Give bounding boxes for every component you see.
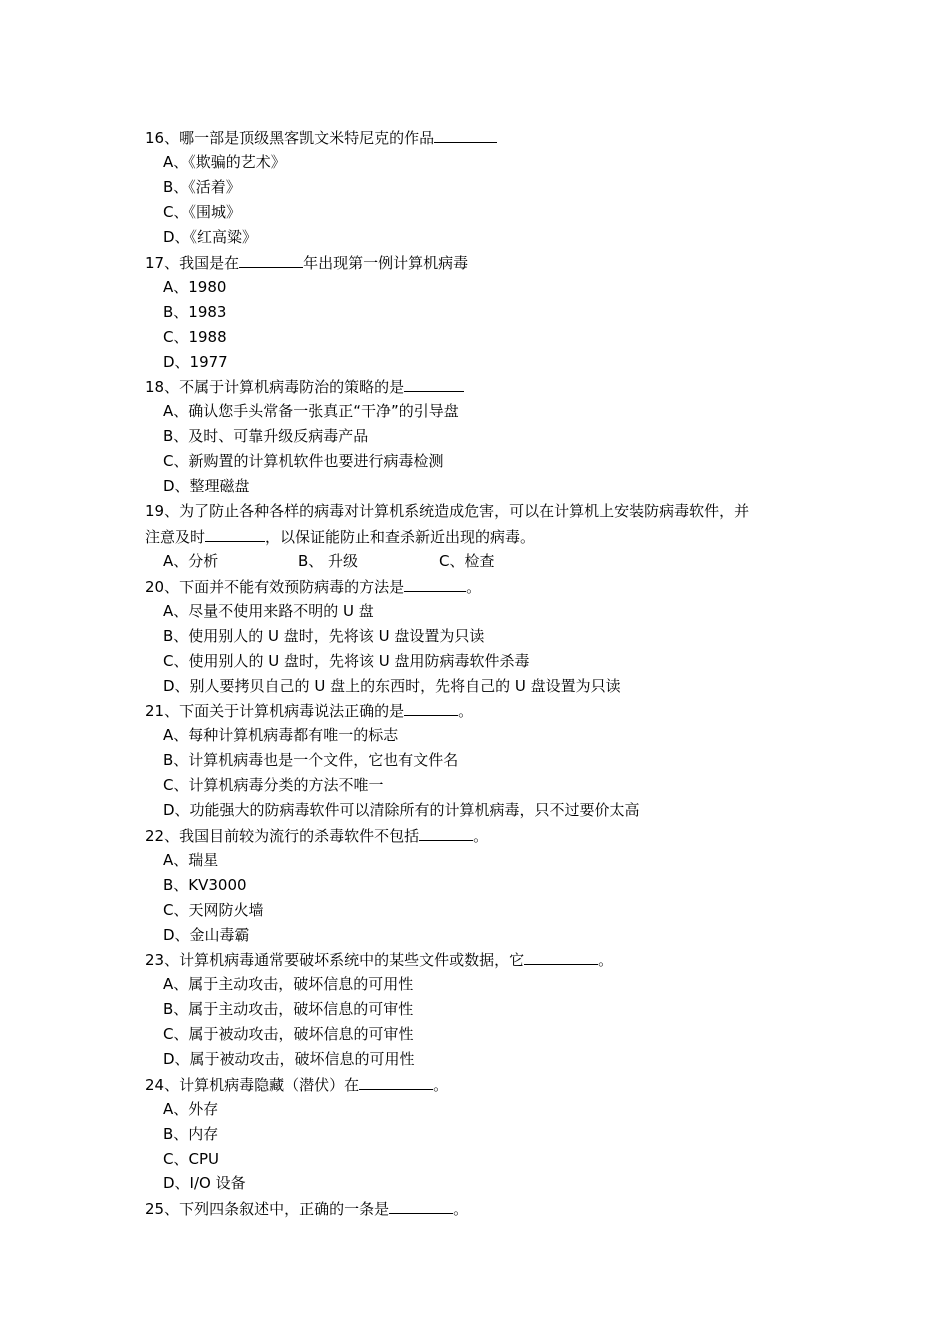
- question-24-text-after: 。: [433, 1076, 449, 1094]
- question-24-option-c: C、CPU: [163, 1150, 219, 1168]
- question-22-option-a: A、瑞星: [163, 851, 219, 869]
- question-17-option-a: A、1980: [163, 278, 227, 296]
- question-16-option-a: A、《欺骗的艺术》: [163, 153, 286, 171]
- answer-blank: [404, 376, 464, 392]
- question-25-stem: [145, 1198, 815, 1218]
- question-18-option-c: C、新购置的计算机软件也要进行病毒检测: [163, 452, 444, 470]
- question-16-stem: [145, 127, 815, 147]
- answer-blank: [359, 1074, 433, 1090]
- question-18-option-b: B、及时、可靠升级反病毒产品: [163, 427, 369, 445]
- question-23-option-b: B、属于主动攻击，破坏信息的可审性: [163, 1000, 414, 1018]
- question-17-option-d: D、1977: [163, 353, 228, 371]
- question-23-option-c: C、属于被动攻击，破坏信息的可审性: [163, 1025, 414, 1043]
- answer-blank: [419, 825, 473, 841]
- question-21-option-c: C、计算机病毒分类的方法不唯一: [163, 776, 384, 794]
- question-21-option-d: D、功能强大的防病毒软件可以清除所有的计算机病毒，只不过要价太高: [163, 801, 640, 819]
- question-16-option-d: D、《红高粱》: [163, 228, 258, 246]
- question-21-option-a: A、每种计算机病毒都有唯一的标志: [163, 726, 399, 744]
- question-23-text-after: 。: [598, 951, 614, 969]
- question-20-option-b: B、使用别人的 U 盘时，先将该 U 盘设置为只读: [163, 627, 485, 645]
- question-20-option-a: A、尽量不使用来路不明的 U 盘: [163, 602, 374, 620]
- question-24-option-a: A、外存: [163, 1100, 219, 1118]
- answer-blank: [524, 949, 598, 965]
- question-21-text-after: 。: [458, 702, 474, 720]
- question-22-option-c: C、天网防火墙: [163, 901, 264, 919]
- question-17-option-c: C、1988: [163, 328, 227, 346]
- question-20-text: 20、下面并不能有效预防病毒的方法是: [145, 578, 405, 596]
- question-19-text-after: ，以保证能防止和查杀新近出现的病毒。: [265, 528, 536, 546]
- question-22-option-d: D、金山毒霸: [163, 926, 250, 944]
- question-22-option-b: B、KV3000: [163, 876, 247, 894]
- question-18-text: 18、不属于计算机病毒防治的策略的是: [145, 378, 405, 396]
- question-16-option-c: C、《围城》: [163, 203, 241, 221]
- question-17-text: 17、我国是在: [145, 254, 240, 272]
- question-24-option-b: B、内存: [163, 1125, 219, 1143]
- question-19-option-b: B、 升级: [298, 552, 359, 570]
- question-19-stem-line-1: 19、为了防止各种各样的病毒对计算机系统造成危害，可以在计算机上安装防病毒软件，并: [145, 502, 750, 520]
- question-22-text: 22、我国目前较为流行的杀毒软件不包括: [145, 827, 420, 845]
- question-23-option-d: D、属于被动攻击，破坏信息的可用性: [163, 1050, 415, 1068]
- answer-blank: [434, 127, 497, 143]
- question-23-stem: [145, 949, 815, 969]
- question-18-stem: [145, 376, 815, 396]
- question-24-text: 24、计算机病毒隐藏（潜伏）在: [145, 1076, 360, 1094]
- question-20-option-d: D、别人要拷贝自己的 U 盘上的东西时，先将自己的 U 盘设置为只读: [163, 677, 621, 695]
- question-19-options-row: [163, 551, 833, 571]
- question-16-text: 16、哪一部是顶级黑客凯文米特尼克的作品: [145, 129, 435, 147]
- question-20-option-c: C、使用别人的 U 盘时，先将该 U 盘用防病毒软件杀毒: [163, 652, 530, 670]
- question-17-text-after: 年出现第一例计算机病毒: [303, 254, 469, 272]
- question-23-option-a: A、属于主动攻击，破坏信息的可用性: [163, 975, 414, 993]
- question-24-stem: [145, 1074, 815, 1094]
- question-19-option-a: A、分析: [163, 552, 219, 570]
- question-16-option-b: B、《活着》: [163, 178, 241, 196]
- question-20-stem: [145, 576, 815, 596]
- question-18-option-d: D、整理磁盘: [163, 477, 250, 495]
- answer-blank: [389, 1198, 453, 1214]
- question-21-text: 21、下面关于计算机病毒说法正确的是: [145, 702, 405, 720]
- question-21-stem: [145, 700, 815, 720]
- question-25-text-after: 。: [453, 1200, 469, 1218]
- question-24-option-d: D、I/O 设备: [163, 1174, 246, 1192]
- question-23-text: 23、计算机病毒通常要破坏系统中的某些文件或数据，它: [145, 951, 525, 969]
- answer-blank: [205, 526, 265, 542]
- question-19-stem-line-2: [145, 526, 815, 546]
- question-22-text-after: 。: [473, 827, 489, 845]
- answer-blank: [404, 576, 466, 592]
- question-20-text-after: 。: [466, 578, 482, 596]
- question-17-option-b: B、1983: [163, 303, 227, 321]
- question-19-option-c: C、检查: [439, 552, 495, 570]
- question-22-stem: [145, 825, 815, 845]
- question-18-option-a: A、确认您手头常备一张真正“干净”的引导盘: [163, 402, 459, 420]
- answer-blank: [404, 700, 458, 716]
- question-19-text: 注意及时: [145, 528, 206, 546]
- question-17-stem: [145, 252, 815, 272]
- answer-blank: [239, 252, 303, 268]
- question-25-text: 25、下列四条叙述中，正确的一条是: [145, 1200, 390, 1218]
- question-21-option-b: B、计算机病毒也是一个文件，它也有文件名: [163, 751, 459, 769]
